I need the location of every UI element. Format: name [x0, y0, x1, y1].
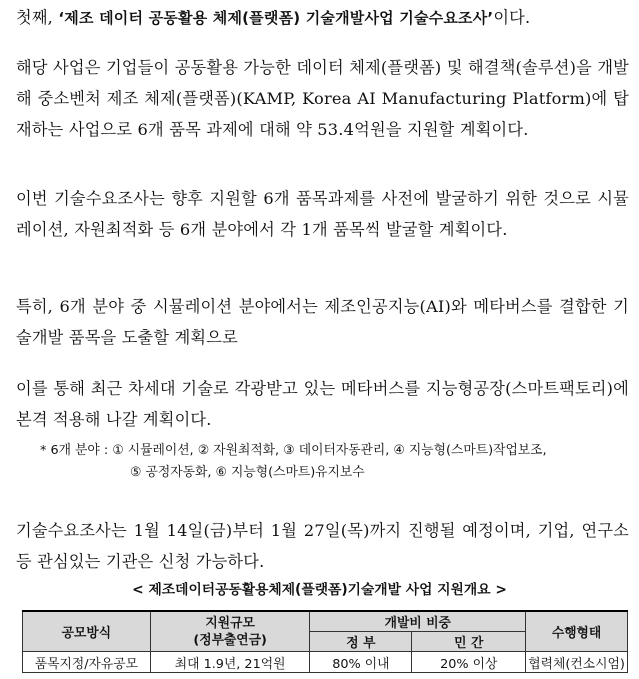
- header-type: 수행형태: [526, 611, 628, 652]
- paragraph-simulation-field: 특히, 6개 분야 중 시뮬레이션 분야에서는 제조인공지능(AI)와 메타버스를 결합한 기술개발 품목을 도출할 계획으로: [16, 297, 629, 347]
- header-method: 공모방식: [23, 611, 151, 652]
- cell-method: 품목지정/자유공모: [23, 652, 151, 673]
- fields-footnote: [40, 440, 629, 484]
- paragraph-first-prefix: 첫째,: [16, 8, 59, 27]
- table-title: < 제조데이터공동활용체제(플랫폼)기술개발 사업 지원개요 >: [132, 582, 507, 598]
- table-row: [23, 652, 628, 673]
- support-overview-table: [22, 610, 628, 673]
- cell-type: 협력체(컨소시엄): [526, 652, 628, 673]
- paragraph-schedule: 기술수요조사는 1월 14일(금)부터 1월 27일(목)까지 진행될 예정이며, 기업, 연구소 등 관심있는 기관은 신청 가능하다.: [16, 521, 629, 571]
- paragraph-survey-purpose: 이번 기술수요조사는 향후 지원할 6개 품목과제를 사전에 발굴하기 위한 것으로 시뮬레이션, 자원최적화 등 6개 분야에서 각 1개 품목씩 발굴할 계획이다.: [16, 189, 629, 239]
- cell-private: 20% 이상: [412, 652, 526, 673]
- paragraph-metaverse-plan: 이를 통해 최근 차세대 기술로 각광받고 있는 메타버스를 지능형공장(스마트팩토리)에 본격 적용해 나갈 계획이다.: [16, 379, 629, 429]
- paragraph-first-suffix: 이다.: [493, 8, 531, 27]
- header-gov: 정 부: [310, 632, 412, 652]
- table-header-row: [23, 611, 628, 632]
- program-name-highlight: ‘제조 데이터 공동활용 체제(플랫폼) 기술개발사업 기술수요조사’: [58, 9, 494, 27]
- header-ratio: 개발비 비중: [310, 611, 526, 632]
- header-private: 민 간: [412, 632, 526, 652]
- paragraph-first: [16, 2, 629, 34]
- paragraph-program-overview: 해당 사업은 기업들이 공동활용 가능한 데이터 체제(플랫폼) 및 해결책(솔루션)을 개발해 중소벤처 제조 체제(플랫폼)(KAMP, Korea AI Manufacturing Platform)에 탑재하는 사업으로 6개 품목 과제에 대해 약 53.4억원을 지원할 계획이다.: [16, 58, 629, 139]
- header-scale-text: 지원규모 (정부출연금): [193, 615, 267, 648]
- cell-gov: 80% 이내: [310, 652, 412, 673]
- cell-scale: 최대 1.9년, 21억원: [150, 652, 310, 673]
- header-scale: [150, 611, 310, 652]
- fields-footnote-line-1: * 6개 분야 : ① 시뮬레이션, ② 자원최적화, ③ 데이터자동관리, ④ 지능형(스마트)작업보조,: [40, 443, 547, 458]
- fields-footnote-line-2: ⑤ 공정자동화, ⑥ 지능형(스마트)유지보수: [130, 465, 365, 480]
